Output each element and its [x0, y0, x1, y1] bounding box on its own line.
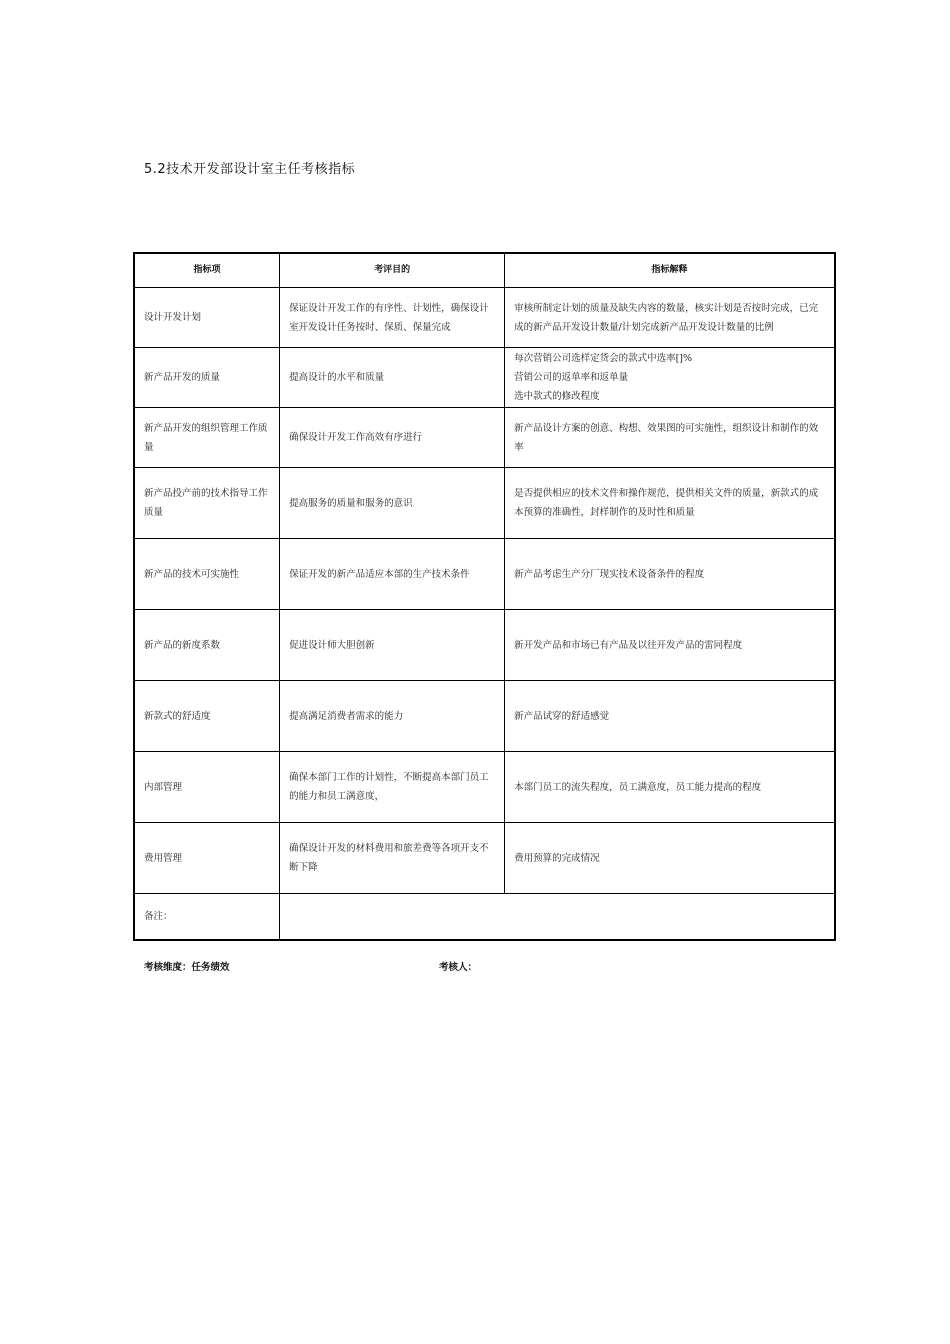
- row-purpose: 确保设计开发工作高效有序进行: [280, 408, 505, 468]
- row-explanation: 是否提供相应的技术文件和操作规范，提供相关文件的质量，新款式的成本预算的准确性，封样制作的及时性和质量: [505, 468, 835, 539]
- table-row: [134, 348, 835, 408]
- explanation-line: 营销公司的返单率和返单量: [514, 372, 629, 383]
- row-item: 费用管理: [134, 823, 280, 894]
- row-item: 新产品开发的组织管理工作质量: [134, 408, 280, 468]
- table-row: [134, 539, 835, 610]
- row-purpose: 提高设计的水平和质量: [280, 348, 505, 408]
- row-purpose: 促进设计师大胆创新: [280, 610, 505, 681]
- header-explanation: 指标解释: [505, 253, 835, 288]
- table-row: [134, 408, 835, 468]
- reviewer-label: 考核人：: [439, 962, 478, 973]
- header-item: 指标项: [134, 253, 280, 288]
- table-row: [134, 681, 835, 752]
- explanation-line: 选中款式的修改程度: [514, 391, 600, 402]
- row-item: 内部管理: [134, 752, 280, 823]
- row-explanation: 本部门员工的流失程度，员工满意度，员工能力提高的程度: [505, 752, 835, 823]
- row-explanation: 新产品考虑生产分厂现实技术设备条件的程度: [505, 539, 835, 610]
- row-explanation: 费用预算的完成情况: [505, 823, 835, 894]
- row-purpose: 提高满足消费者需求的能力: [280, 681, 505, 752]
- row-purpose: 确保本部门工作的计划性，不断提高本部门员工的能力和员工满意度，: [280, 752, 505, 823]
- header-purpose: 考评目的: [280, 253, 505, 288]
- row-explanation: 新开发产品和市场已有产品及以往开发产品的雷同程度: [505, 610, 835, 681]
- kpi-table: [133, 252, 836, 941]
- assessment-dimension: 考核维度：任务绩效: [144, 962, 230, 973]
- table-row: [134, 468, 835, 539]
- notes-content: [280, 894, 835, 940]
- row-purpose: 保证设计开发工作的有序性、计划性，确保设计室开发设计任务按时、保质、保量完成: [280, 288, 505, 348]
- row-explanation: 新产品试穿的舒适感觉: [505, 681, 835, 752]
- page-title: 5.2技术开发部设计室主任考核指标: [144, 162, 356, 177]
- row-purpose: 保证开发的新产品适应本部的生产技术条件: [280, 539, 505, 610]
- table-row: [134, 752, 835, 823]
- row-item: 新产品的技术可实施性: [134, 539, 280, 610]
- row-item: 新产品开发的质量: [134, 348, 280, 408]
- table-row: [134, 288, 835, 348]
- notes-label: 备注：: [134, 894, 280, 940]
- explanation-line: 每次营销公司选样定货会的款式中选率[]%: [514, 353, 693, 364]
- row-item: 新产品的新度系数: [134, 610, 280, 681]
- row-explanation: [505, 348, 835, 408]
- table-header-row: [134, 253, 835, 288]
- row-item: 新款式的舒适度: [134, 681, 280, 752]
- row-purpose: 提高服务的质量和服务的意识: [280, 468, 505, 539]
- row-explanation: 新产品设计方案的创意、构想、效果图的可实施性，组织设计和制作的效率: [505, 408, 835, 468]
- row-explanation: 审核所制定计划的质量及缺失内容的数量，核实计划是否按时完成，已完成的新产品开发设计数量/计划完成新产品开发设计数量的比例: [505, 288, 835, 348]
- table-row: [134, 823, 835, 894]
- table-row: [134, 610, 835, 681]
- row-item: 新产品投产前的技术指导工作质量: [134, 468, 280, 539]
- notes-row: [134, 894, 835, 940]
- row-item: 设计开发计划: [134, 288, 280, 348]
- row-purpose: 确保设计开发的材料费用和旅差费等各项开支不断下降: [280, 823, 505, 894]
